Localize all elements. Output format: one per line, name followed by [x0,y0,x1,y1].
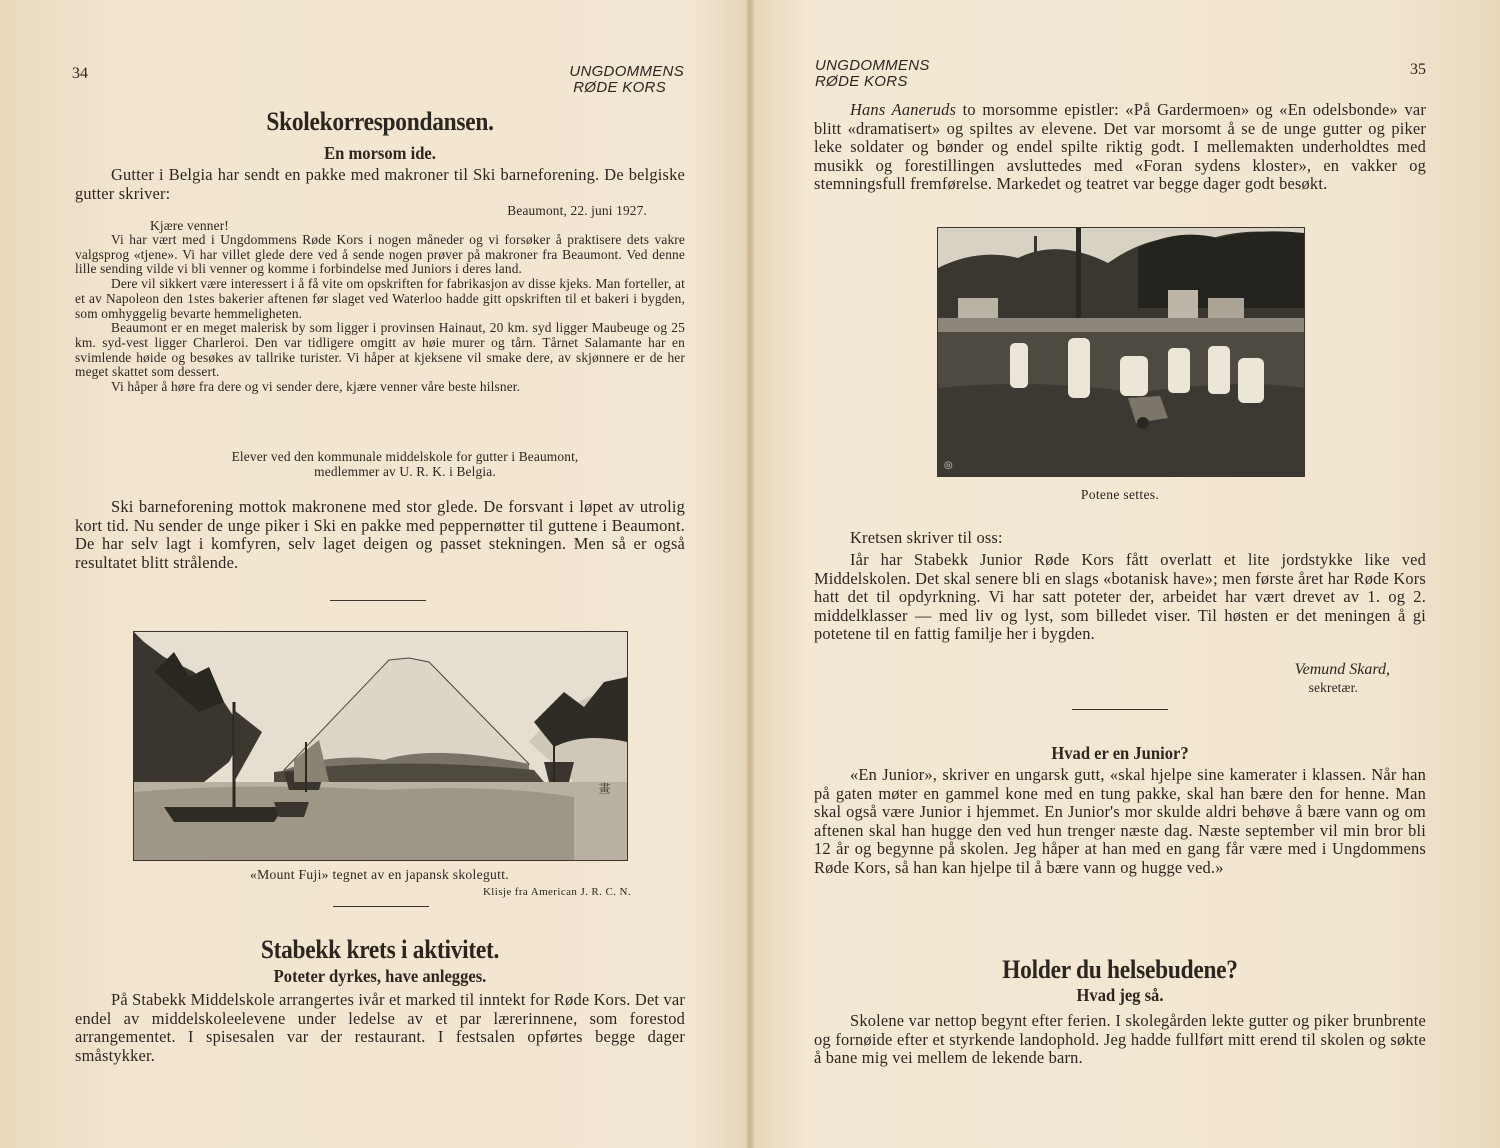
page-number: 34 [72,65,88,82]
article-intro: Gutter i Belgia har sendt en pakke med makroner til Ski barneforening. De belgiske gutter skriver: [75,165,685,203]
figure-credit: Klisje fra American J. R. C. N. [482,886,631,898]
article-subtitle: Poteter dyrkes, have anlegges. [273,966,487,986]
svg-text:◎: ◎ [944,460,953,471]
running-head-line: RØDE KORS [815,73,908,90]
article-subtitle: Hvad jeg så. [1076,985,1164,1005]
letter-paragraph: Vi håper å høre fra dere og vi sender dere, kjære venner våre beste hilsner. [111,379,521,395]
article-title: Skolekorrespondansen. [266,107,494,136]
section-divider [330,600,426,601]
letter-paragraph: Dere vil sikkert være interessert i å få vite om opskriften for fabrikasjon av disse kjeks. Man forteller, at et av Napoleon den 1stes bakerier aftenen før slaget ved Waterloo hadde gitt opskriften til et bakeri i bygden, som omhyggelig bevarte hemmeligheten. [75,276,685,321]
signature-role: sekretær. [1308,680,1358,695]
letter-paragraph: Vi har vært med i Ungdommens Røde Kors i nogen måneder og vi forsøker å praktisere dets vakre valgsprog «tjene». Vi har villet glede dere ved å sende nogen prøver på makroner fra Beaumont. Ved denne lille sending vilde vi bli venner og komme i forbindelse med Juniors i deres land. [75,232,685,277]
section-divider [333,906,429,907]
letter-body [75,233,685,395]
left-page [0,0,748,1148]
mount-fuji-illustration [134,632,627,860]
article-text: På Stabekk Middelskole arrangertes ivår et marked til inntekt for Røde Kors. Det var endel av middelskoleelevene under ledelse av et par lærerinnene, som forestod arrangementet. I spisesalen var der restaurant. I festsalen opførtes begge dager småstykker. [75,990,685,1065]
article-continued [814,101,1426,194]
letter-salutation: Kjære venner! [150,218,229,233]
running-head-line: RØDE KORS [573,79,666,96]
letter-signature [75,450,735,479]
signature-name: Vemund Skard, [1294,661,1390,678]
article-text: «En Junior», skriver en ungarsk gutt, «skal hjelpe sine kamerater i klassen. Når han på gaten møter en gammel kone med en tung pakke, skal han bære den for henne. Man skal også være Junior i hjemmet. En Junior's mor skulde aldri behøve å bære vann og om aftenen skal han hugge den ved hun trenger næste dag. Næste september vil min bror bli 12 år og begynne på skolen. Jeg håper at han med en gang får være med i Ungdommens Røde Kors, så han kan hjelpe til å bære vann og hugge ved.» [814,765,1426,877]
potato-planting-photo [937,227,1305,477]
letter-paragraph: Beaumont er en meget malerisk by som ligger i provinsen Hainaut, 20 km. syd ligger Maubeuge og 25 km. syd-vest ligger Charleroi. Den var tidligere omgitt av høie murer og tårn. Tårnet Salamante har en svimlende høide og besøkes av tallrike turister. Vi håper at kjeksene vil smake dere, av skjønnere er de her meget skattet som dessert. [75,320,685,380]
running-head [815,58,930,90]
article-title: Holder du helsebudene? [1002,955,1238,984]
article-title: Hvad er en Junior? [1051,743,1189,763]
right-page [754,0,1500,1148]
running-head [540,64,684,96]
kretsen-text: Iår har Stabekk Junior Røde Kors fått overlatt et lite jordstykke like ved Middelskolen. Det skal senere bli en slags «botanisk have»; men første året har Røde Kors hatt det til opdyrkning. Vi har satt poteter der, arbeidet har vært drevet av 1. og 2. middelklasser — med liv og lyst, som billedet viser. Til høsten er det meningen å gi potetene til en fattig familje her i bygden. [814,550,1426,644]
running-head-line: UNGDOMMENS [569,63,684,80]
svg-text:畫: 畫 [597,782,611,794]
figure-caption: «Mount Fuji» tegnet av en japansk skolegutt. [250,867,509,882]
article-title: Stabekk krets i aktivitet. [260,935,500,964]
section-divider [1072,709,1168,710]
signature-line: medlemmer av U. R. K. i Belgia. [314,463,496,479]
signature-line: Elever ved den kommunale middelskole for gutter i Beaumont, [231,449,579,464]
potato-planting-illustration [938,228,1304,476]
article-closing: Ski barneforening mottok makronene med stor glede. De forsvant i løpet av utrolig kort tid. Nu sender de unge piker i Ski en pakke med peppernøtter til guttene i Beaumont. De har selv lagt i komfyren, selv laget deigen og passet stekningen. Men så er også resultatet blitt strålende. [75,497,685,572]
kretsen-intro: Kretsen skriver til oss: [850,528,1003,547]
letter-place-date: Beaumont, 22. juni 1927. [507,203,647,218]
author-name: Hans Aaneruds [850,100,957,119]
article-subtitle: En morsom ide. [324,143,436,163]
article-text: Skolene var nettop begynt efter ferien. I skolegården lekte gutter og piker brunbrente og fornøide efter et styrkende landophold. Jeg hadde fullført mitt erend til skolen og søkte å bane mig vei mellem de lekende barn. [814,1011,1426,1068]
continued-text: to morsomme epistler: «På Gardermoen» og «En odelsbonde» var blitt «dramatisert» og spiltes av elevene. Det var morsomt å se de unge gutter og piker leke soldater og bønder og endel spilte riktig godt. I mellemakten underholdtes med musikk og forestillingen avsluttedes med «Foran sydens kloster», en vakker og stemningsfull fremførelse. Markedet og teatret var begge dager godt besøkt. [814,100,1426,194]
running-head-line: UNGDOMMENS [815,57,930,74]
page-number: 35 [1410,61,1426,78]
mount-fuji-drawing [133,631,628,861]
photo-caption: Potene settes. [1080,487,1160,502]
